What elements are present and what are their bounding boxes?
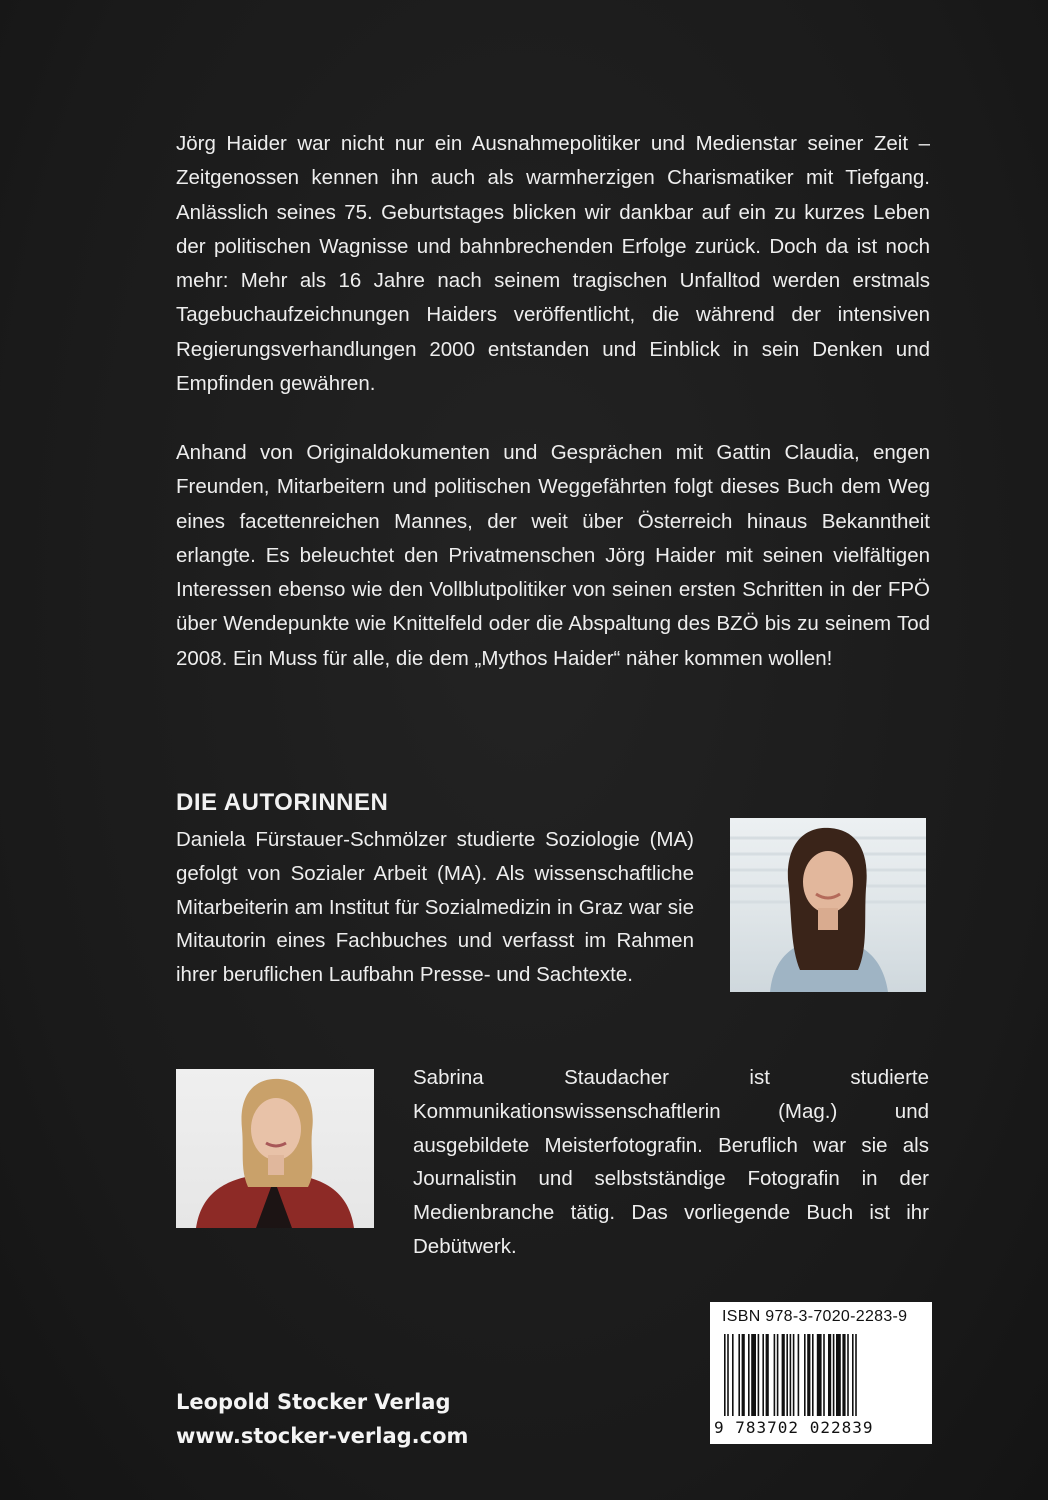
blurb-paragraph-2: Anhand von Originaldokumenten und Gesprächen mit Gattin Claudia, engen Freunden, Mitarbeitern und politischen Weggefährten folgt dieses Buch dem Weg eines facettenreichen Mannes, der weit über Österreich hinaus Bekanntheit erlangte. Es beleuchtet den Privatmenschen Jörg Haider mit seinen vielfältigen Interessen ebenso wie den Vollblutpolitiker von seinen ersten Schritten in der FPÖ über Wendepunkte wie Knittelfeld oder die Abspaltung des BZÖ bis zu seinem Tod 2008. Ein Muss für alle, die dem „Mythos Haider“ näher kommen wollen! <box>176 441 930 670</box>
isbn-barcode-box <box>710 1302 932 1444</box>
barcode-bar <box>732 1334 734 1416</box>
barcode-bar <box>855 1334 857 1416</box>
barcode-bar <box>812 1334 814 1416</box>
barcode-bar <box>777 1334 779 1416</box>
barcode-graphic <box>724 1334 918 1416</box>
barcode-bar <box>847 1334 849 1416</box>
barcode-bar <box>790 1334 792 1416</box>
barcode-bar <box>823 1334 825 1416</box>
author-1-photo <box>730 818 926 992</box>
author-2-bio: Sabrina Staudacher ist studierte Kommunikationswissenschaftlerin (Mag.) und ausgebildete Meisterfotografin. Beruflich war sie als Journalistin und selbstständige Fotografin in der Medienbranche tätig. Das vorliegende Buch ist ihr Debütwerk. <box>413 1066 929 1258</box>
barcode-bar <box>828 1334 831 1416</box>
barcode-bar <box>842 1334 845 1416</box>
barcode-bar <box>836 1334 841 1416</box>
author-2-photo <box>176 1069 374 1228</box>
barcode-bar <box>798 1334 800 1416</box>
barcode-bar <box>748 1334 750 1416</box>
barcode-bar <box>774 1334 776 1416</box>
barcode-bar <box>817 1334 822 1416</box>
ean-digits: 9 783702 022839 <box>714 1418 874 1437</box>
blurb-paragraph-1: Jörg Haider war nicht nur ein Ausnahmepolitiker und Medienstar seiner Zeit – Zeitgenossen kennen ihn auch als warmherzigen Charismatiker mit Tiefgang. Anlässlich seines 75. Geburtstages blicken wir dankbar auf ein zu kurzes Leben der politischen Wagnisse und bahnbrechenden Erfolge zurück. Doch da ist noch mehr: Mehr als 16 Jahre nach seinem tragischen Unfalltod werden erstmals Tagebuchaufzeichnungen Haiders veröffentlicht, die während der intensiven Regierungsverhandlungen 2000 entstanden und Einblick in sein Denken und Empfinden gewähren. <box>176 132 930 396</box>
barcode-bar <box>727 1334 729 1416</box>
barcode-bar <box>804 1334 806 1416</box>
barcode-bar <box>762 1334 764 1416</box>
publisher-url[interactable]: www.stocker-verlag.com <box>176 1424 469 1448</box>
isbn-label: ISBN 978-3-7020-2283-9 <box>722 1308 908 1325</box>
barcode-bar <box>758 1334 760 1416</box>
barcode-bar <box>793 1334 795 1416</box>
barcode-bar <box>742 1334 745 1416</box>
publisher-name: Leopold Stocker Verlag <box>176 1390 451 1414</box>
barcode-bar <box>738 1334 740 1416</box>
barcode-bar <box>852 1334 854 1416</box>
barcode-bar <box>751 1334 756 1416</box>
author-1-portrait-graphic <box>730 818 926 992</box>
barcode-bar <box>833 1334 835 1416</box>
barcode-bar <box>782 1334 785 1416</box>
barcode-bar <box>807 1334 810 1416</box>
barcode-bar <box>724 1334 726 1416</box>
authors-heading: DIE AUTORINNEN <box>176 789 389 816</box>
barcode-bar <box>766 1334 769 1416</box>
author-2-portrait-graphic <box>176 1069 374 1228</box>
barcode-bar <box>786 1334 788 1416</box>
author-1-bio: Daniela Fürstauer-Schmölzer studierte Soziologie (MA) gefolgt von Sozialer Arbeit (MA). Als wissenschaftliche Mitarbeiterin am Institut für Sozialmedizin in Graz war sie Mitautorin eines Fachbuches und verfasst im Rahmen ihrer beruflichen Laufbahn Presse- und Sachtexte. <box>176 828 694 987</box>
